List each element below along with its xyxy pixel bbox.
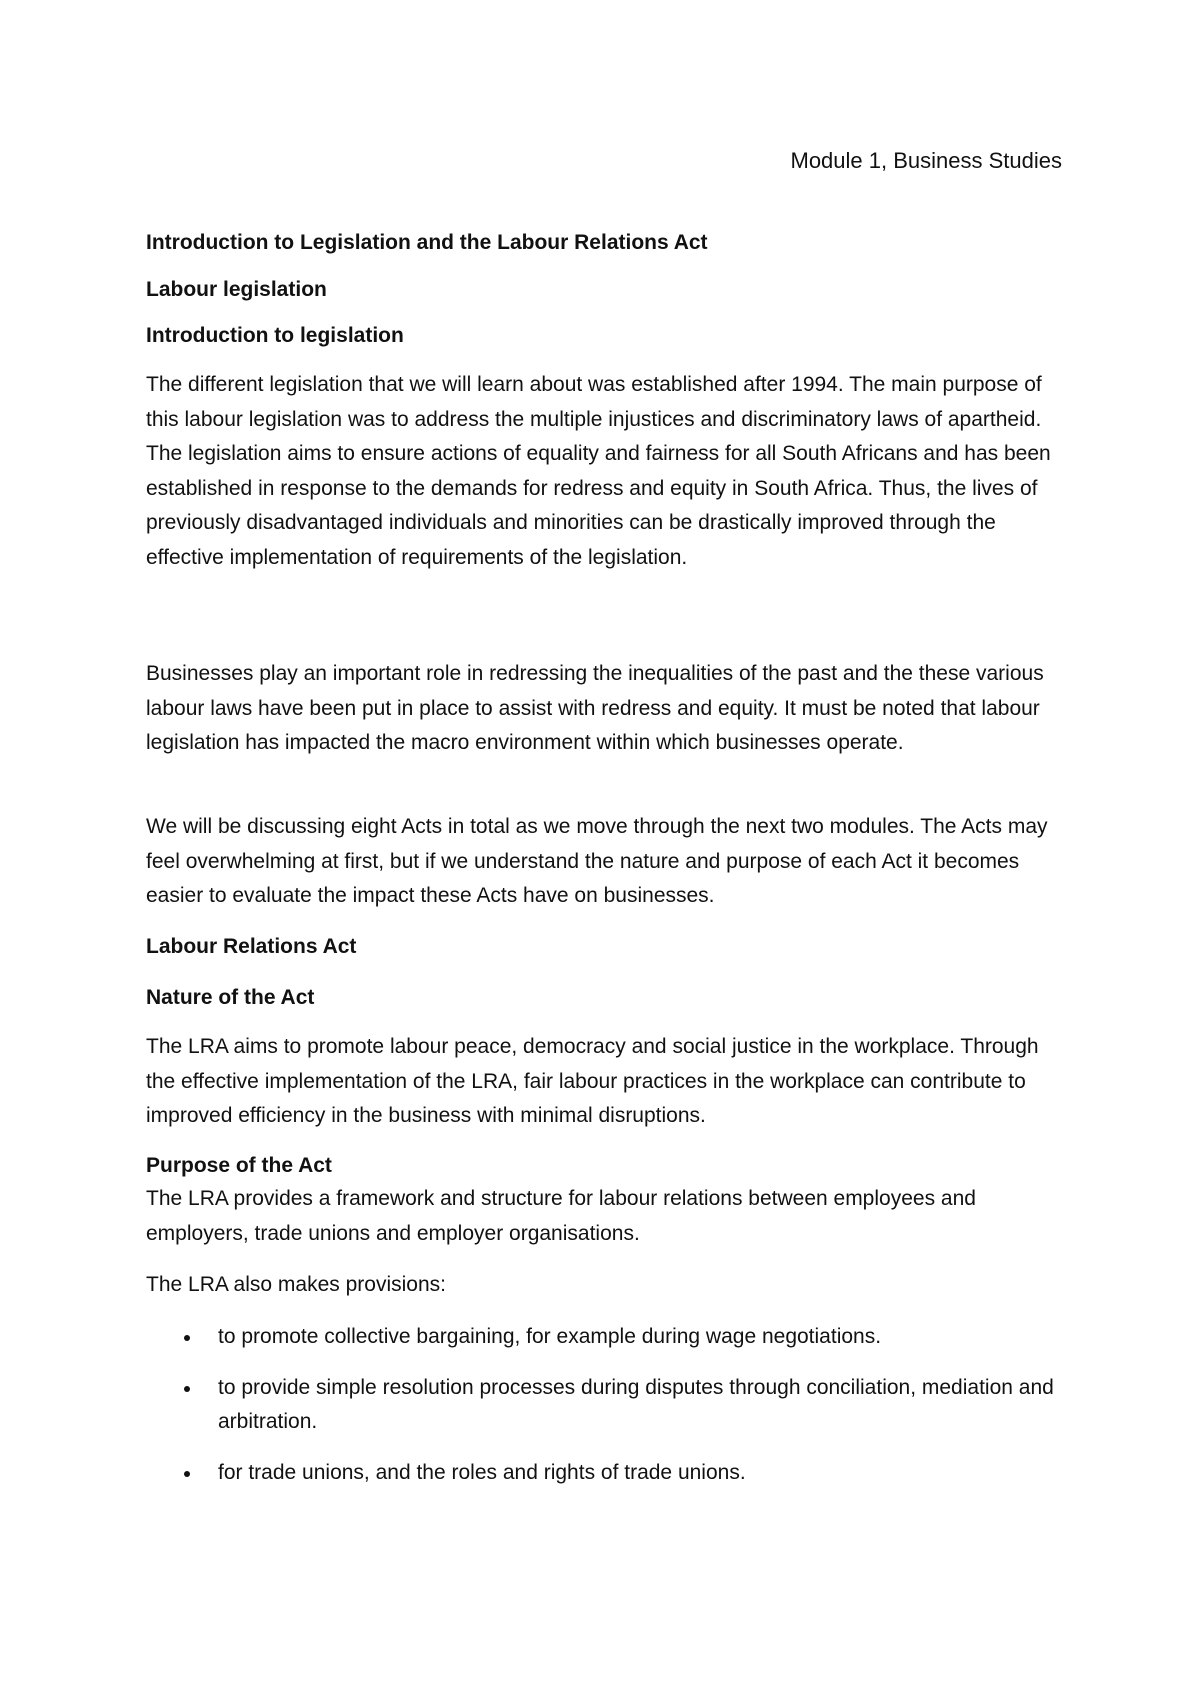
purpose-paragraph: The LRA provides a framework and structure for labour relations between employees and employers, trade unions and employer organisations. bbox=[146, 1187, 976, 1245]
labour-legislation-heading: Labour legislation bbox=[146, 278, 327, 301]
provision-text: to promote collective bargaining, for example during wage negotiations. bbox=[218, 1325, 882, 1348]
intro-legislation-heading: Introduction to legislation bbox=[146, 324, 404, 347]
provisions-intro: The LRA also makes provisions: bbox=[146, 1273, 446, 1296]
bullet-icon bbox=[184, 1386, 190, 1392]
module-header: Module 1, Business Studies bbox=[790, 148, 1062, 173]
bullet-icon bbox=[184, 1335, 190, 1341]
list-item bbox=[146, 1320, 1066, 1354]
purpose-heading: Purpose of the Act bbox=[146, 1154, 332, 1177]
lra-heading: Labour Relations Act bbox=[146, 935, 357, 958]
list-item bbox=[146, 1371, 1066, 1439]
bullet-icon bbox=[184, 1471, 190, 1477]
provisions-list bbox=[146, 1320, 1066, 1507]
nature-heading: Nature of the Act bbox=[146, 986, 315, 1009]
provision-text: for trade unions, and the roles and rights of trade unions. bbox=[218, 1461, 746, 1484]
intro-paragraph-2: Businesses play an important role in redressing the inequalities of the past and the these various labour laws have been put in place to assist with redress and equity. It must be noted that labour legislation has impacted the macro environment within which businesses operate. bbox=[146, 662, 1044, 754]
main-title: Introduction to Legislation and the Labour Relations Act bbox=[146, 231, 708, 254]
provision-text: to provide simple resolution processes during disputes through conciliation, mediation and arbitration. bbox=[218, 1376, 1054, 1433]
list-item bbox=[146, 1456, 1066, 1490]
nature-paragraph: The LRA aims to promote labour peace, democracy and social justice in the workplace. Through the effective implementation of the LRA, fair labour practices in the workplace can contribute to improved efficiency in the business with minimal disruptions. bbox=[146, 1035, 1039, 1127]
intro-paragraph-1: The different legislation that we will learn about was established after 1994. The main purpose of this labour legislation was to address the multiple injustices and discriminatory laws of apartheid. The legislation aims to ensure actions of equality and fairness for all South Africans and has been established in response to the demands for redress and equity in South Africa. Thus, the lives of previously disadvantaged individuals and minorities can be drastically improved through the effective implementation of requirements of the legislation. bbox=[146, 373, 1051, 569]
intro-paragraph-3: We will be discussing eight Acts in total as we move through the next two modules. The Acts may feel overwhelming at first, but if we understand the nature and purpose of each Act it becomes easier to evaluate the impact these Acts have on businesses. bbox=[146, 815, 1048, 907]
